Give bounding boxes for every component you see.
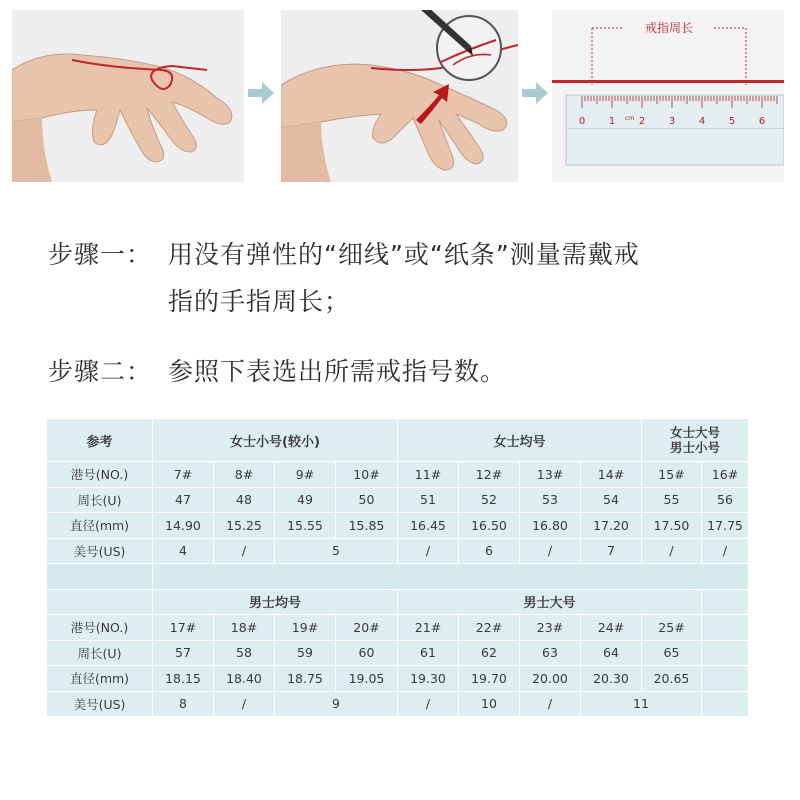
table-cell: 20.65 xyxy=(642,666,702,692)
table-cell: 5 xyxy=(275,538,398,564)
table-cell: 48 xyxy=(214,487,275,513)
table-cell: 20.00 xyxy=(520,666,581,692)
table-cell: / xyxy=(214,538,275,564)
table-cell: 15# xyxy=(642,462,702,488)
empty-header-cell xyxy=(702,589,749,615)
row-label-us-size: 美号(US) xyxy=(47,538,153,564)
table-cell: 11# xyxy=(398,462,459,488)
men-average-header: 男士均号 xyxy=(153,589,398,615)
table-cell: 16# xyxy=(702,462,749,488)
table-cell: 51 xyxy=(398,487,459,513)
table-cell: 14.90 xyxy=(153,513,214,539)
ring-size-table xyxy=(46,418,749,717)
table-cell: / xyxy=(214,691,275,717)
table-row xyxy=(47,513,749,539)
ruler-number: 2 xyxy=(638,116,646,127)
table-row xyxy=(47,538,749,564)
row-label-circumference: 周长(U) xyxy=(47,640,153,666)
table-cell: 53 xyxy=(520,487,581,513)
table-cell: 63 xyxy=(520,640,581,666)
table-cell: 9# xyxy=(275,462,336,488)
spacer-cell xyxy=(153,564,749,590)
table-cell: 15.25 xyxy=(214,513,275,539)
table-cell: 18.75 xyxy=(275,666,336,692)
table-cell: 13# xyxy=(520,462,581,488)
table-cell: 19# xyxy=(275,615,336,641)
table-cell: 17.75 xyxy=(702,513,749,539)
women-average-header: 女士均号 xyxy=(398,419,642,462)
table-cell: 14# xyxy=(581,462,642,488)
marking-thread-illustration xyxy=(281,10,518,182)
row-label-circumference: 周长(U) xyxy=(47,487,153,513)
step-two-text: 参照下表选出所需戒指号数。 xyxy=(168,357,507,386)
table-cell: 15.85 xyxy=(336,513,398,539)
table-cell: 56 xyxy=(702,487,749,513)
table-row xyxy=(47,666,749,692)
table-cell: 59 xyxy=(275,640,336,666)
ruler-unit: cm xyxy=(625,115,635,122)
table-cell: 23# xyxy=(520,615,581,641)
table-row xyxy=(47,691,749,717)
ruler-number: 6 xyxy=(758,116,766,127)
table-cell xyxy=(702,666,749,692)
table-row xyxy=(47,640,749,666)
table-cell: 17# xyxy=(153,615,214,641)
table-cell: 4 xyxy=(153,538,214,564)
row-label-us-size: 美号(US) xyxy=(47,691,153,717)
table-row xyxy=(47,615,749,641)
women-large-label: 女士大号 xyxy=(669,425,720,440)
table-cell xyxy=(702,615,749,641)
table-cell: 19.70 xyxy=(459,666,520,692)
next-step-arrow-icon xyxy=(248,82,274,104)
step-one-text-line2: 指的手指周长； xyxy=(168,287,351,316)
table-cell: 16.80 xyxy=(520,513,581,539)
table-cell: 55 xyxy=(642,487,702,513)
ruler-measurement-illustration xyxy=(552,10,784,182)
table-cell: / xyxy=(520,538,581,564)
table-cell: 10 xyxy=(459,691,520,717)
table-cell: 50 xyxy=(336,487,398,513)
table-cell: 19.30 xyxy=(398,666,459,692)
table-cell: 65 xyxy=(642,640,702,666)
table-cell: 16.45 xyxy=(398,513,459,539)
table-cell: 10# xyxy=(336,462,398,488)
table-cell: 15.55 xyxy=(275,513,336,539)
men-large-header: 男士大号 xyxy=(398,589,702,615)
table-cell: 9 xyxy=(275,691,398,717)
step-one-text-line1: 用没有弹性的“细线”或“纸条”测量需戴戒 xyxy=(168,240,640,269)
table-cell: 8# xyxy=(214,462,275,488)
table-cell: 22# xyxy=(459,615,520,641)
table-cell: 18.40 xyxy=(214,666,275,692)
table-cell: / xyxy=(398,691,459,717)
table-cell: 21# xyxy=(398,615,459,641)
table-cell: 17.20 xyxy=(581,513,642,539)
empty-header-cell xyxy=(47,589,153,615)
table-cell: / xyxy=(642,538,702,564)
ruler-label: 戒指周长 xyxy=(644,21,694,35)
row-label-size: 港号(NO.) xyxy=(47,615,153,641)
table-cell: 8 xyxy=(153,691,214,717)
row-label-size: 港号(NO.) xyxy=(47,462,153,488)
men-small-label: 男士小号 xyxy=(669,440,720,455)
step-one-label: 步骤一： xyxy=(48,240,153,269)
table-header-row xyxy=(47,419,749,462)
table-cell: 58 xyxy=(214,640,275,666)
table-cell: 52 xyxy=(459,487,520,513)
table-cell: 25# xyxy=(642,615,702,641)
table-cell: 62 xyxy=(459,640,520,666)
spacer-cell xyxy=(47,564,153,590)
table-row xyxy=(47,487,749,513)
table-cell: 6 xyxy=(459,538,520,564)
table-cell: 24# xyxy=(581,615,642,641)
table-cell: 7 xyxy=(581,538,642,564)
table-cell: 20.30 xyxy=(581,666,642,692)
hand-with-thread-illustration xyxy=(12,10,244,182)
table-cell: 20# xyxy=(336,615,398,641)
table-cell: 18# xyxy=(214,615,275,641)
table-cell: 16.50 xyxy=(459,513,520,539)
women-small-header: 女士小号(较小) xyxy=(153,419,398,462)
table-spacer-row xyxy=(47,564,749,590)
ruler-number: 4 xyxy=(698,116,706,127)
table-cell: 47 xyxy=(153,487,214,513)
table-cell: 7# xyxy=(153,462,214,488)
row-label-diameter: 直径(mm) xyxy=(47,513,153,539)
table-cell: 49 xyxy=(275,487,336,513)
ruler-number: 5 xyxy=(728,116,736,127)
table-header-row xyxy=(47,589,749,615)
women-large-men-small-header xyxy=(642,419,749,462)
ruler-number: 3 xyxy=(668,116,676,127)
table-cell: 17.50 xyxy=(642,513,702,539)
table-cell: 18.15 xyxy=(153,666,214,692)
row-label-diameter: 直径(mm) xyxy=(47,666,153,692)
step-two-label: 步骤二： xyxy=(48,357,153,386)
ruler-number: 1 xyxy=(608,116,616,127)
reference-header: 参考 xyxy=(47,419,153,462)
table-cell: / xyxy=(520,691,581,717)
table-cell xyxy=(702,691,749,717)
table-cell: 54 xyxy=(581,487,642,513)
next-step-arrow-icon xyxy=(522,82,548,104)
table-cell: 60 xyxy=(336,640,398,666)
table-cell: 57 xyxy=(153,640,214,666)
table-cell: 12# xyxy=(459,462,520,488)
table-cell: / xyxy=(702,538,749,564)
ruler-number: 0 xyxy=(578,116,586,127)
table-cell: / xyxy=(398,538,459,564)
table-cell: 64 xyxy=(581,640,642,666)
table-cell: 61 xyxy=(398,640,459,666)
table-row xyxy=(47,462,749,488)
table-cell: 19.05 xyxy=(336,666,398,692)
table-cell: 11 xyxy=(581,691,702,717)
table-cell xyxy=(702,640,749,666)
